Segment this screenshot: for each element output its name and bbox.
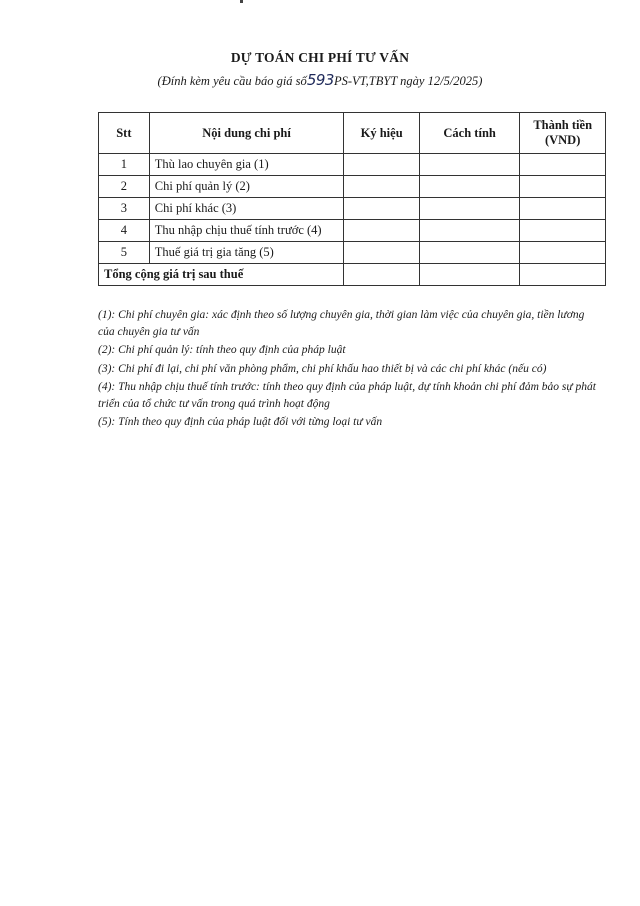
table-row [99, 220, 606, 242]
cell-symbol [344, 198, 420, 220]
total-amount [520, 264, 606, 286]
cell-amount [520, 220, 606, 242]
header-amount-line1: Thành tiền [533, 118, 593, 132]
table-total-row [99, 264, 606, 286]
header-amount-line2: (VND) [544, 133, 581, 147]
cell-amount [520, 154, 606, 176]
total-method [419, 264, 519, 286]
document-subtitle [0, 71, 640, 89]
cell-stt: 2 [99, 176, 150, 198]
cell-method [419, 154, 519, 176]
header-method: Cách tính [419, 113, 519, 154]
cell-method [419, 242, 519, 264]
footnote: (3): Chi phí đi lại, chi phí văn phòng phẩm, chi phí khấu hao thiết bị và các chi phí khác (nếu có) [98, 362, 547, 375]
table-row [99, 176, 606, 198]
handwritten-number: 593 [306, 71, 334, 89]
footnote: (1): Chi phí chuyên gia: xác định theo số lượng chuyên gia, thời gian làm việc của chuyên gia, tiền lương của chuyên gia tư vấn [98, 309, 585, 338]
header-amount [520, 113, 606, 154]
footnote: (4): Thu nhập chịu thuế tính trước: tính theo quy định của pháp luật, dự tính khoản chi phí đảm bảo sự phát triển của tổ chức tư vấn trong quá trình hoạt động [98, 381, 597, 410]
header-content: Nội dung chi phí [149, 113, 344, 154]
subtitle-prefix: (Đính kèm yêu cầu báo giá số [157, 74, 307, 88]
cell-content: Chi phí quản lý (2) [149, 176, 344, 198]
cell-method [419, 176, 519, 198]
cell-amount [520, 198, 606, 220]
cell-content: Thuế giá trị gia tăng (5) [149, 242, 344, 264]
cell-stt: 5 [99, 242, 150, 264]
total-symbol [344, 264, 420, 286]
table-row [99, 198, 606, 220]
total-label: Tổng cộng giá trị sau thuế [99, 264, 344, 286]
cell-symbol [344, 220, 420, 242]
cell-stt: 4 [99, 220, 150, 242]
cell-stt: 1 [99, 154, 150, 176]
cell-symbol [344, 154, 420, 176]
subtitle-suffix: PS-VT,TBYT ngày 12/5/2025) [333, 74, 483, 88]
cell-symbol [344, 176, 420, 198]
table-row [99, 242, 606, 264]
table-header-row [99, 113, 606, 154]
cell-method [419, 198, 519, 220]
cost-table [98, 112, 606, 286]
cell-content: Thu nhập chịu thuế tính trước (4) [149, 220, 344, 242]
header-stt: Stt [99, 113, 150, 154]
cell-amount [520, 242, 606, 264]
header-symbol: Ký hiệu [344, 113, 420, 154]
table-row [99, 154, 606, 176]
scan-speck [240, 0, 243, 3]
cell-stt: 3 [99, 198, 150, 220]
cell-amount [520, 176, 606, 198]
footnote: (5): Tính theo quy định của pháp luật đối với từng loại tư vấn [98, 416, 383, 428]
footnote: (2): Chi phí quản lý: tính theo quy định của pháp luật [98, 344, 346, 356]
cell-content: Thù lao chuyên gia (1) [149, 154, 344, 176]
cell-method [419, 220, 519, 242]
cell-symbol [344, 242, 420, 264]
footnotes [98, 307, 598, 433]
document-title: DỰ TOÁN CHI PHÍ TƯ VẤN [230, 50, 410, 65]
cell-content: Chi phí khác (3) [149, 198, 344, 220]
